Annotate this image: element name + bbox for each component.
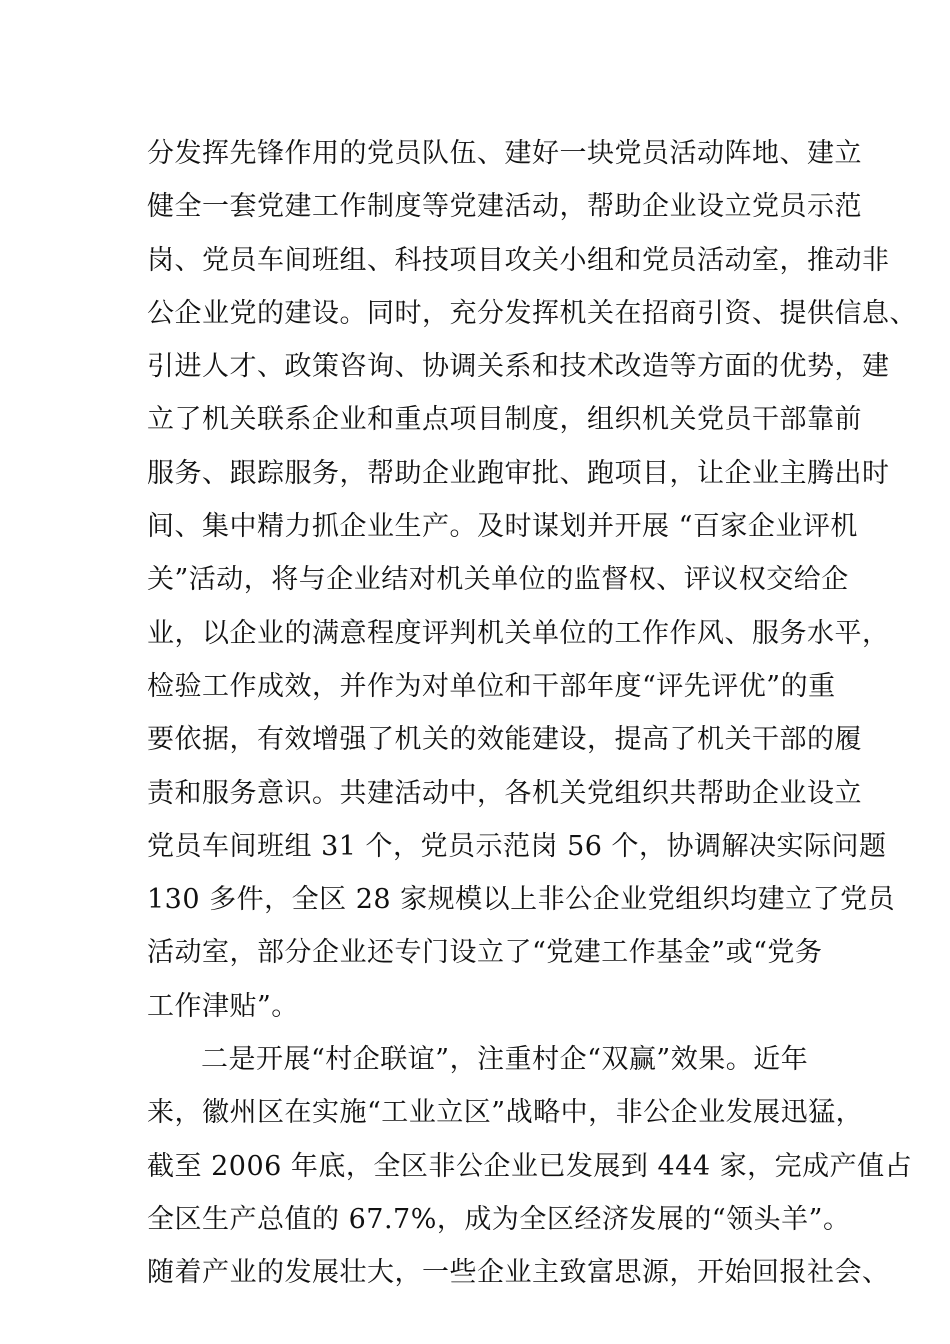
text-line: 岗、党员车间班组、科技项目攻关小组和党员活动室，推动非	[147, 244, 890, 276]
text-line: 责和服务意识。共建活动中，各机关党组织共帮助企业设立	[147, 777, 862, 809]
text-line: 截至 2006 年底，全区非公企业已发展到 444 家，完成产值占	[147, 1150, 913, 1182]
text-line: 检验工作成效，并作为对单位和干部年度“评先评优”的重	[147, 670, 836, 702]
text-line: 来，徽州区在实施“工业立区”战略中，非公企业发展迅猛，	[147, 1097, 864, 1129]
text-line: 公企业党的建设。同时，充分发挥机关在招商引资、提供信息、	[147, 297, 917, 329]
text-line: 分发挥先锋作用的党员队伍、建好一块党员活动阵地、建立	[147, 138, 862, 169]
text-line: 服务、跟踪服务，帮助企业跑审批、跑项目，让企业主腾出时	[147, 457, 890, 489]
text-line: 立了机关联系企业和重点项目制度，组织机关党员干部靠前	[147, 404, 862, 436]
text-line: 活动室，部分企业还专门设立了“党建工作基金”或“党务	[147, 937, 823, 969]
text-line: 业，以企业的满意程度评判机关单位的工作作风、服务水平，	[147, 617, 890, 649]
body-text	[147, 127, 917, 1300]
text-line: 工作津贴”。	[147, 990, 299, 1022]
text-line: 全区生产总值的 67.7%，成为全区经济发展的“领头羊”。	[147, 1203, 851, 1235]
text-line: 随着产业的发展壮大，一些企业主致富思源，开始回报社会、	[147, 1257, 890, 1289]
text-line: 党员车间班组 31 个，党员示范岗 56 个，协调解决实际问题	[147, 830, 887, 862]
text-line: 要依据，有效增强了机关的效能建设，提高了机关干部的履	[147, 724, 862, 756]
text-line: 130 多件，全区 28 家规模以上非公企业党组织均建立了党员	[147, 884, 896, 916]
text-line: 间、集中精力抓企业生产。及时谋划并开展 “百家企业评机	[147, 511, 858, 543]
text-line: 关”活动，将与企业结对机关单位的监督权、评议权交给企	[147, 564, 849, 596]
paragraph-start-line: 二是开展“村企联谊”，注重村企“双赢”效果。近年	[201, 1044, 809, 1076]
text-line: 引进人才、政策咨询、协调关系和技术改造等方面的优势，建	[147, 351, 890, 383]
text-line: 健全一套党建工作制度等党建活动，帮助企业设立党员示范	[147, 191, 862, 223]
